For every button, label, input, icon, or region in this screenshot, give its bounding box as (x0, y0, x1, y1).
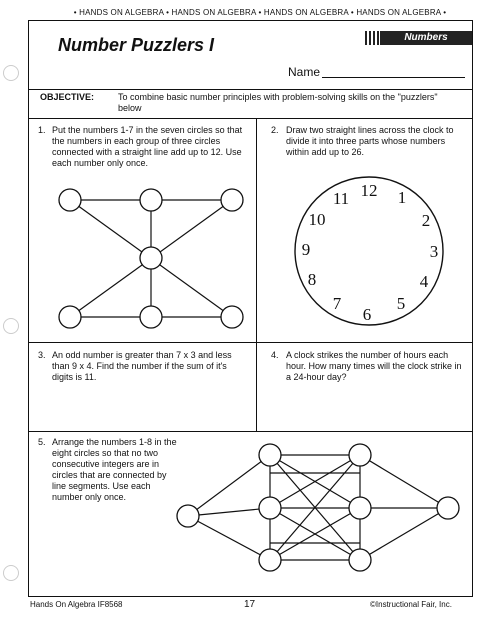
clock-number: 9 (301, 240, 311, 259)
puzzle-5-circle[interactable] (437, 497, 459, 519)
objective-label: OBJECTIVE: (40, 92, 95, 102)
question-2-number: 2. (271, 125, 279, 135)
punch-hole-middle (3, 318, 19, 334)
clock-number: 7 (332, 294, 342, 313)
puzzle-1-circle[interactable] (59, 306, 81, 328)
question-5-number: 5. (38, 437, 46, 447)
clock-number: 1 (397, 188, 407, 207)
question-5-text: Arrange the numbers 1-8 in the eight circles so that no two consecutive integers are in circles that are connected by line segments. Use each number only once. (52, 437, 177, 502)
clock-number: 11 (332, 189, 350, 208)
objective-bottom-rule (29, 118, 472, 119)
objective-text: To combine basic number principles with problem-solving skills on the "puzzlers" below (118, 92, 438, 113)
puzzle-5-circle[interactable] (349, 444, 371, 466)
footer-copyright: ©Instructional Fair, Inc. (370, 600, 452, 609)
clock-number: 2 (421, 211, 431, 230)
clock-number: 5 (396, 294, 406, 313)
puzzle-5-circle[interactable] (259, 444, 281, 466)
question-2-text: Draw two straight lines across the clock to divide it into three parts whose numbers within add up to 26. (286, 125, 454, 157)
page-title: Number Puzzlers I (58, 35, 215, 55)
clock-number: 3 (429, 242, 439, 261)
puzzle-5-circle[interactable] (177, 505, 199, 527)
clock-number: 8 (307, 270, 317, 289)
row-divider-2 (29, 431, 472, 432)
punch-hole-top (3, 65, 19, 81)
question-3-text: An odd number is greater than 7 x 3 and less than 9 x 4. Find the number if the sum of it's digits is 11. (52, 350, 232, 382)
puzzle-5-circle[interactable] (259, 549, 281, 571)
clock-number: 4 (419, 272, 429, 291)
puzzle-1-circle[interactable] (221, 189, 243, 211)
puzzle-1-circle[interactable] (221, 306, 243, 328)
column-divider (256, 118, 257, 431)
section-tag: Numbers (380, 31, 472, 45)
puzzle-1-circle[interactable] (140, 247, 162, 269)
question-1-text: Put the numbers 1-7 in the seven circles so that the numbers in each group of three circles connected with a straight line add up to 12. Use each number only once. (52, 125, 243, 168)
puzzle-1-diagram (30, 180, 256, 342)
clock-diagram (290, 172, 450, 334)
question-4-text: A clock strikes the number of hours each hour. How many times will the clock strike in a 24-hour day? (286, 350, 462, 382)
punch-hole-bottom (3, 565, 19, 581)
puzzle-1-circle[interactable] (140, 189, 162, 211)
header-banner: • HANDS ON ALGEBRA • HANDS ON ALGEBRA • HANDS ON ALGEBRA • HANDS ON ALGEBRA • (73, 8, 447, 17)
puzzle-5-circle[interactable] (259, 497, 281, 519)
name-field[interactable] (322, 77, 465, 78)
footer-source: Hands On Algebra IF8568 (30, 600, 123, 609)
clock-number: 12 (360, 181, 378, 200)
question-4-number: 4. (271, 350, 279, 360)
clock-number: 10 (308, 210, 326, 229)
clock-number: 6 (362, 305, 372, 324)
puzzle-5-circle[interactable] (349, 497, 371, 519)
row-divider-1 (29, 342, 472, 343)
puzzle-1-circle[interactable] (59, 189, 81, 211)
puzzle-5-diagram (170, 440, 468, 590)
objective-top-rule (29, 89, 472, 90)
puzzle-1-circle[interactable] (140, 306, 162, 328)
name-label: Name (288, 65, 321, 79)
question-3-number: 3. (38, 350, 46, 360)
question-1-number: 1. (38, 125, 46, 135)
puzzle-5-circle[interactable] (349, 549, 371, 571)
page-number: 17 (244, 599, 256, 610)
